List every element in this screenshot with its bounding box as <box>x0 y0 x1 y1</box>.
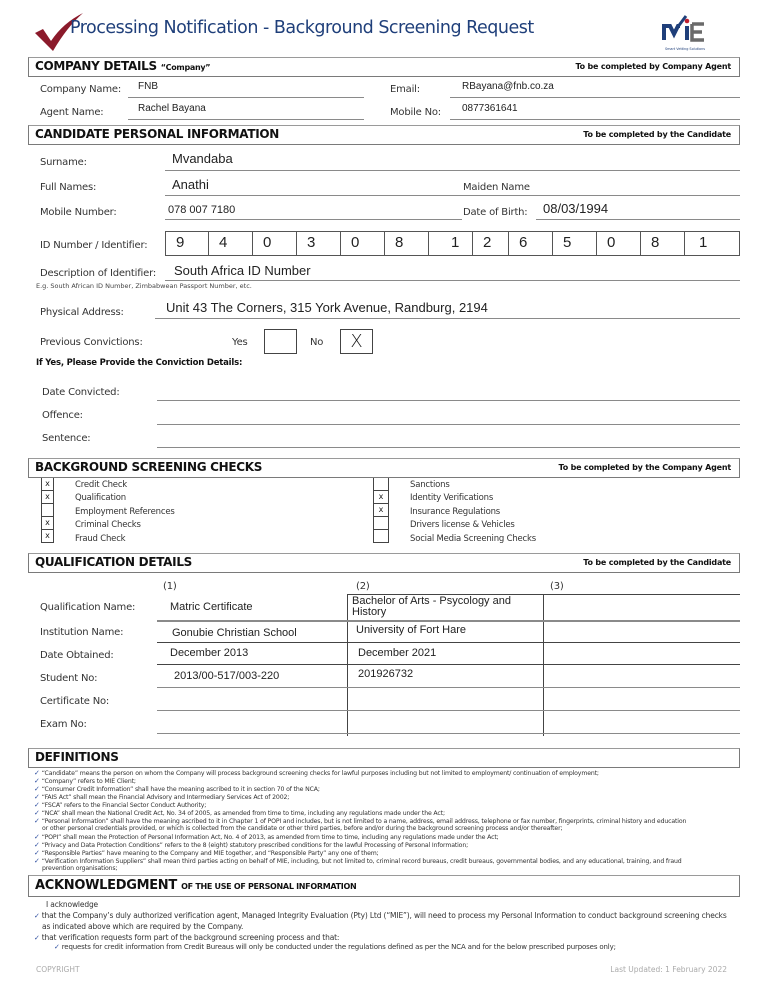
institution-name-1[interactable]: Gonubie Christian School <box>172 627 297 639</box>
id-number-label: ID Number / Identifier: <box>40 240 148 251</box>
checkmark-icon: ✓ <box>34 857 40 865</box>
physical-address-label: Physical Address: <box>40 307 124 318</box>
check-fraud-label: Fraud Check <box>75 534 126 544</box>
identifier-description-label: Description of Identifier: <box>40 268 156 279</box>
checkmark-icon: ✓ <box>34 841 40 849</box>
date-obtained-label: Date Obtained: <box>40 650 114 661</box>
full-names-underline <box>165 195 740 196</box>
date-obtained-2[interactable]: December 2021 <box>358 647 437 659</box>
checkmark-icon: ✓ <box>54 943 60 951</box>
section-note: To be completed by the Candidate <box>583 558 731 567</box>
check-fraud-checkbox[interactable]: x <box>41 530 54 543</box>
agent-name-field[interactable]: Rachel Bayana <box>138 103 206 114</box>
candidate-info-header <box>28 125 740 145</box>
surname-underline <box>165 170 740 171</box>
section-title: DEFINITIONS <box>35 750 119 764</box>
identifier-description-field[interactable]: South Africa ID Number <box>174 263 311 278</box>
definition-item: ✓ “Personal Information” shall have the meaning ascribed to it in Chapter 1 of POPI and includes, but is not limited to a name, address, email address, telephone or fax number, fingerprints, criminal history and education <box>34 817 687 825</box>
certificate-no-label: Certificate No: <box>40 696 110 707</box>
checkmark-icon: ✓ <box>34 769 40 777</box>
date-obtained-1[interactable]: December 2013 <box>170 647 249 659</box>
check-drivers-license-label: Drivers license & Vehicles <box>410 520 515 530</box>
check-credit-label: Credit Check <box>75 480 128 490</box>
section-note: To be completed by Company Agent <box>575 62 731 71</box>
convictions-no-checkbox[interactable]: X <box>340 329 373 354</box>
acknowledgment-item-continuation: as indicated above which are required by the Company. <box>42 922 244 931</box>
offence-field[interactable] <box>157 424 740 425</box>
check-criminal-label: Criminal Checks <box>75 520 141 530</box>
surname-label: Surname: <box>40 157 87 168</box>
company-details-header <box>28 57 740 77</box>
conviction-details-heading: If Yes, Please Provide the Conviction Details: <box>36 358 243 368</box>
full-names-field[interactable]: Anathi <box>172 177 209 192</box>
offence-label: Offence: <box>42 410 83 421</box>
definition-item: ✓ “Verification Information Suppliers” shall mean third parties acting on behalf of MIE, including, but not limited to, criminal record bureaus, credit bureaus, governmental bodies, and any educational, training, and fraud <box>34 857 682 865</box>
id-digit-box[interactable]: 8 <box>641 231 685 256</box>
institution-name-2[interactable]: University of Fort Hare <box>356 624 467 636</box>
convictions-no-label: No <box>310 337 324 348</box>
qualification-name-label: Qualification Name: <box>40 602 136 613</box>
qualification-name-1[interactable]: Matric Certificate <box>170 601 253 613</box>
email-label: Email: <box>390 84 420 95</box>
check-social-media-checkbox[interactable] <box>373 530 389 543</box>
section-title: CANDIDATE PERSONAL INFORMATION <box>35 127 280 141</box>
id-digit-box[interactable]: 9 <box>165 231 209 256</box>
qual-column-divider <box>543 594 544 736</box>
definition-continuation: prevention organisations; <box>42 865 118 872</box>
check-employment-references-checkbox[interactable] <box>41 504 54 517</box>
qual-row-line <box>157 620 740 622</box>
checkmark-icon: ✓ <box>34 833 40 841</box>
mobile-no-label: Mobile No: <box>390 107 441 118</box>
check-credit-checkbox[interactable]: x <box>41 478 54 491</box>
mobile-no-underline <box>450 119 740 120</box>
mie-logo-icon <box>660 14 710 42</box>
mie-logo <box>660 14 710 50</box>
definition-item: ✓ “FAIS Act” shall mean the Financial Advisory and Intermediary Services Act of 2002; <box>34 793 290 801</box>
date-of-birth-label: Date of Birth: <box>463 207 528 218</box>
id-digit-box[interactable]: 1 <box>685 231 740 256</box>
footer-copyright: COPYRIGHT <box>36 965 80 974</box>
agent-name-underline <box>128 119 364 120</box>
qual-column-divider <box>347 594 348 736</box>
qual-row-line <box>157 710 740 711</box>
check-social-media-label: Social Media Screening Checks <box>410 534 536 544</box>
check-insurance-checkbox[interactable]: x <box>373 504 389 517</box>
student-no-2[interactable]: 201926732 <box>358 668 414 680</box>
section-title: COMPANY DETAILS “Company” <box>35 59 211 73</box>
checkmark-icon: ✓ <box>34 777 40 785</box>
check-sanctions-checkbox[interactable] <box>373 478 389 491</box>
check-qualification-label: Qualification <box>75 493 126 503</box>
check-qualification-checkbox[interactable]: x <box>41 491 54 504</box>
definition-item: ✓ “NCA” shall mean the National Credit Act, No. 34 of 2005, as amended from time to time, including any regulations made under the Act; <box>34 809 445 817</box>
check-identity-checkbox[interactable]: x <box>373 491 389 504</box>
check-employment-references-label: Employment References <box>75 507 175 517</box>
definition-item: ✓ “Consumer Credit Information” shall have the meaning ascribed to it in section 70 of the NCA; <box>34 785 320 793</box>
date-convicted-label: Date Convicted: <box>42 387 120 398</box>
company-name-field[interactable]: FNB <box>138 81 158 92</box>
checkmark-icon: ✓ <box>34 801 40 809</box>
id-digit-box[interactable]: 1 <box>429 231 473 256</box>
sentence-field[interactable] <box>157 447 740 448</box>
definition-item: ✓ “Candidate” means the person on whom the Company will process background screening checks for lawful purposes including but not limited to employment/ continuation of employment; <box>34 769 599 777</box>
acknowledgment-intro: I acknowledge <box>46 900 99 909</box>
checkmark-icon: ✓ <box>34 934 40 942</box>
full-names-label: Full Names: <box>40 182 97 193</box>
checkmark-icon: ✓ <box>34 809 40 817</box>
footer-last-updated: Last Updated: 1 February 2022 <box>610 965 727 974</box>
checkmark-icon: ✓ <box>34 793 40 801</box>
qual-row-line <box>157 664 740 665</box>
definition-continuation: or other personal credentials provided, or which is collected from the candidate or other third parties, before and/or during the background screening process and/or thereafter; <box>42 825 563 832</box>
definitions-header <box>28 748 740 768</box>
date-convicted-field[interactable] <box>157 400 740 401</box>
physical-address-field[interactable]: Unit 43 The Corners, 315 York Avenue, Randburg, 2194 <box>166 300 488 315</box>
email-underline <box>450 97 740 98</box>
checkmark-icon: ✓ <box>34 912 40 920</box>
definition-item: ✓ “Company” refers to MIE Client; <box>34 777 136 785</box>
check-identity-label: Identity Verifications <box>410 493 494 503</box>
id-digit-box[interactable]: 0 <box>341 231 385 256</box>
company-name-label: Company Name: <box>40 84 122 95</box>
check-criminal-checkbox[interactable]: x <box>41 517 54 530</box>
id-digit-box[interactable]: 8 <box>385 231 429 256</box>
definition-item: ✓ “POPI” shall mean the Protection of Personal Information Act, No. 4 of 2013, as amended from time to time, including any regulations made under the Act; <box>34 833 499 841</box>
screening-checks-header <box>28 458 740 478</box>
maiden-name-label: Maiden Name <box>463 182 530 193</box>
section-note: To be completed by the Candidate <box>583 130 731 139</box>
sentence-label: Sentence: <box>42 433 91 444</box>
email-field[interactable]: RBayana@fnb.co.za <box>462 81 554 92</box>
checkmark-icon: ✓ <box>34 849 40 857</box>
page-title: Processing Notification - Background Screening Request <box>70 18 534 38</box>
identifier-description-underline <box>165 280 740 281</box>
checkmark-icon: ✓ <box>34 817 40 825</box>
acknowledgment-header <box>28 875 740 897</box>
physical-address-underline <box>155 318 740 319</box>
definition-item: ✓ “FSCA” refers to the Financial Sector Conduct Authority; <box>34 801 207 809</box>
qualification-name-2[interactable]: Bachelor of Arts - Psycology and History <box>352 595 511 618</box>
section-title: BACKGROUND SCREENING CHECKS <box>35 460 263 474</box>
qual-column-3-header: (3) <box>550 581 564 592</box>
checkmark-icon: ✓ <box>34 785 40 793</box>
qualification-details-header <box>28 553 740 573</box>
id-digit-box[interactable]: 4 <box>209 231 253 256</box>
qual-row-line <box>157 687 740 688</box>
student-no-1[interactable]: 2013/00-517/003-220 <box>174 670 280 682</box>
mie-tagline: Smart Vetting Solutions <box>664 47 706 51</box>
id-digit-box[interactable]: 0 <box>253 231 297 256</box>
id-digit-box[interactable]: 5 <box>553 231 597 256</box>
section-note: To be completed by the Company Agent <box>558 463 731 472</box>
check-insurance-label: Insurance Regulations <box>410 507 501 517</box>
convictions-yes-label: Yes <box>232 337 248 348</box>
section-subtitle: OF THE USE OF PERSONAL INFORMATION <box>181 882 357 891</box>
surname-field[interactable]: Mvandaba <box>172 151 233 166</box>
definition-item: ✓ “Responsible Parties” have meaning to the Company and MIE together, and “Responsible Party” any one of them; <box>34 849 379 857</box>
mobile-number-field[interactable]: 078 007 7180 <box>168 204 236 216</box>
check-sanctions-label: Sanctions <box>410 480 450 490</box>
acknowledgment-sub-item: ✓ requests for credit information from Credit Bureaus will only be conducted under the regulations defined as per the NCA and for the below prescribed purposes only; <box>54 943 616 951</box>
qual-row-line <box>157 642 740 643</box>
check-drivers-license-checkbox[interactable] <box>373 517 389 530</box>
id-digit-box[interactable]: 3 <box>297 231 341 256</box>
institution-name-label: Institution Name: <box>40 627 124 638</box>
mobile-no-field[interactable]: 0877361641 <box>462 103 518 114</box>
qual-row-line <box>157 733 740 734</box>
definition-item: ✓ “Privacy and Data Protection Conditions” refers to the 8 (eight) statutory prescribed conditions for the lawful Processing of Personal Information; <box>34 841 469 849</box>
qual-column-2-header: (2) <box>356 581 370 592</box>
mobile-number-label: Mobile Number: <box>40 207 117 218</box>
id-digit-box[interactable]: 2 <box>473 231 509 256</box>
student-no-label: Student No: <box>40 673 98 684</box>
section-subtitle: “Company” <box>160 63 211 72</box>
id-digit-box[interactable]: 0 <box>597 231 641 256</box>
previous-convictions-label: Previous Convictions: <box>40 337 143 348</box>
date-of-birth-underline <box>536 219 740 220</box>
acknowledgment-item: ✓ that verification requests form part of the background screening process and that: <box>34 933 340 942</box>
company-name-underline <box>128 97 364 98</box>
section-title: QUALIFICATION DETAILS <box>35 555 193 569</box>
agent-name-label: Agent Name: <box>40 107 104 118</box>
id-digit-box[interactable]: 6 <box>509 231 553 256</box>
section-title: ACKNOWLEDGMENT OF THE USE OF PERSONAL INFORMATION <box>35 878 357 893</box>
acknowledgment-item: ✓ that the Company’s duly authorized verification agent, Managed Integrity Evaluation (Pty) Ltd (“MIE”), will need to process my Personal Information to conduct background screening checks <box>34 911 727 920</box>
mobile-number-underline <box>165 219 462 220</box>
convictions-yes-checkbox[interactable] <box>264 329 297 354</box>
identifier-hint: E.g. South African ID Number, Zimbabwean Passport Number, etc. <box>36 282 252 290</box>
exam-no-label: Exam No: <box>40 719 87 730</box>
date-of-birth-field[interactable]: 08/03/1994 <box>543 201 609 216</box>
qual-column-1-header: (1) <box>163 581 177 592</box>
